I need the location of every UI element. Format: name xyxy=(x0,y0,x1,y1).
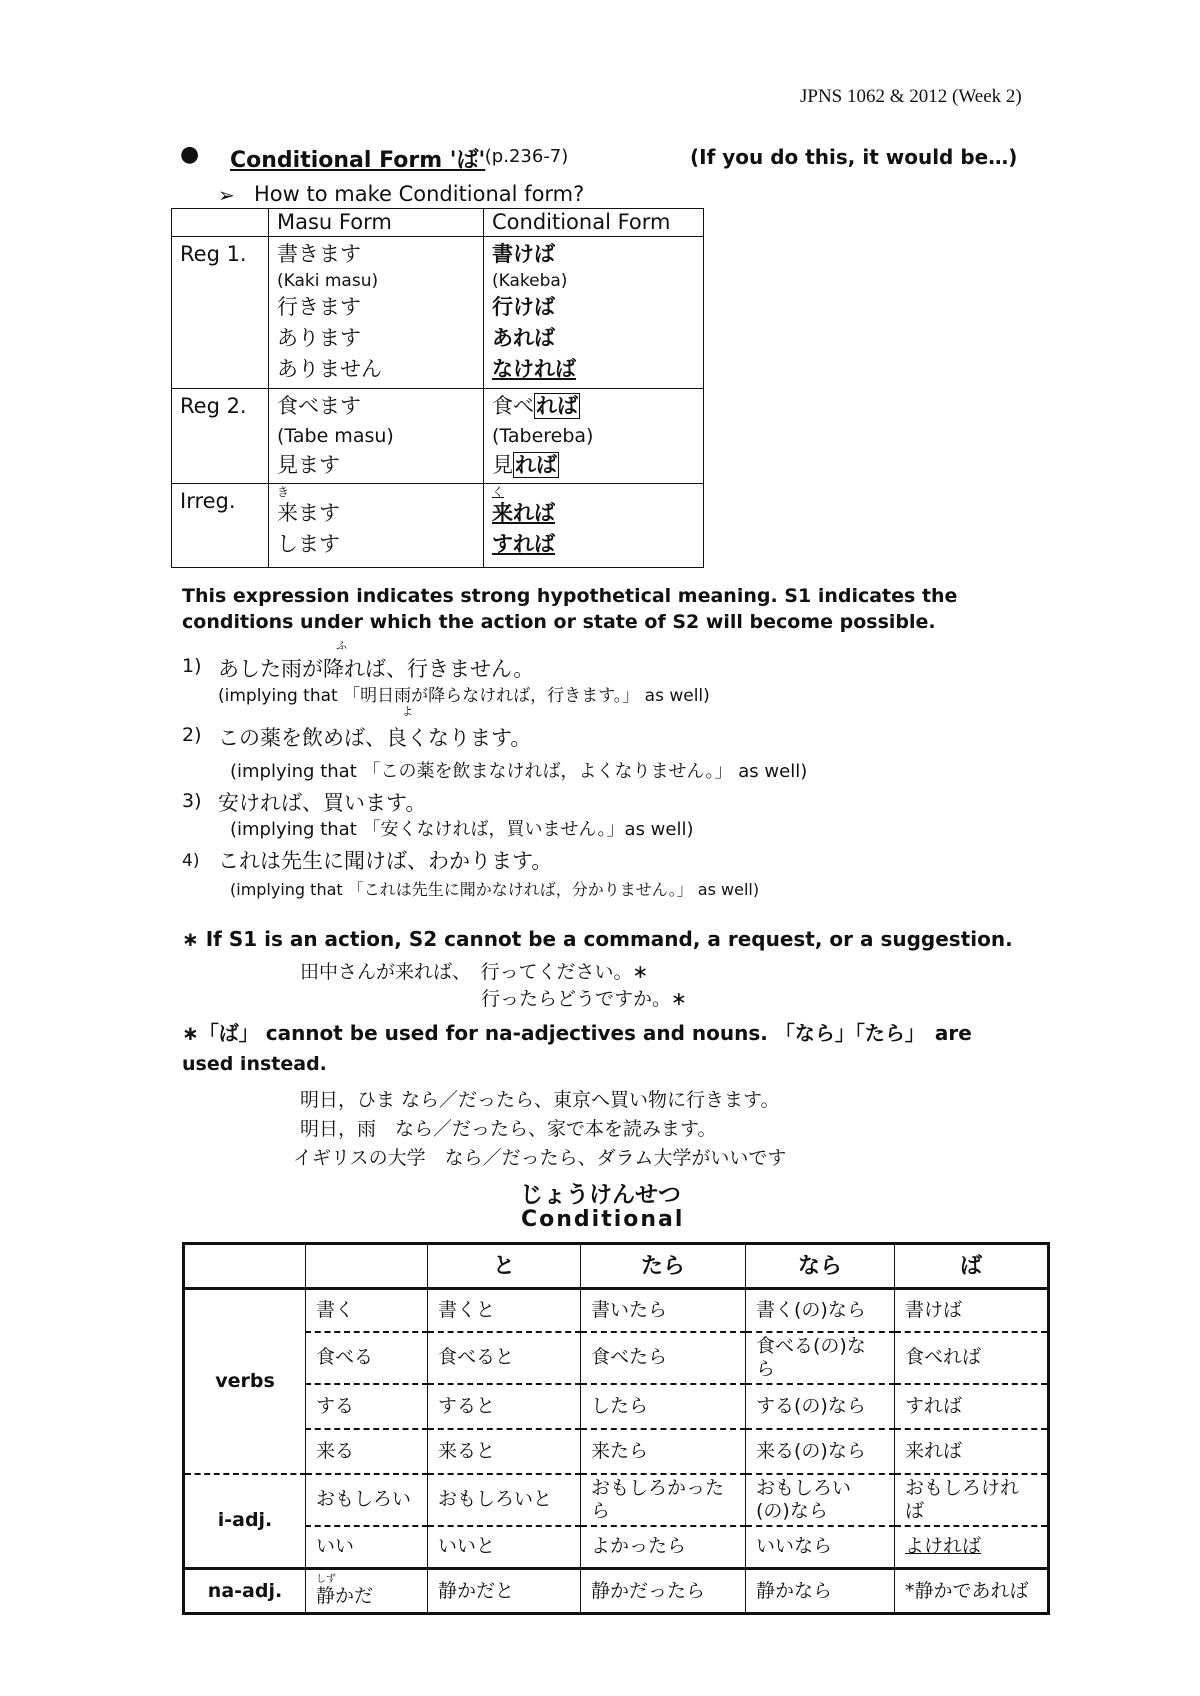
table2-header-ba: ば xyxy=(895,1244,1049,1289)
irreg-cond-cell xyxy=(484,484,704,568)
table1-header-masu: Masu Form xyxy=(269,209,484,237)
irreg-ruby-ku: く xyxy=(492,485,505,499)
table-cell: *静かであれば xyxy=(895,1569,1049,1614)
reg1-cond-4: なければ xyxy=(492,357,576,381)
table-cell: 食べたら xyxy=(581,1332,746,1384)
table2-header-dictionary xyxy=(306,1244,428,1289)
irreg-cond-0: 来れば xyxy=(492,501,555,525)
reg2-cond-a-stem: 食べ xyxy=(492,394,534,418)
example-4-sentence: これは先生に聞けば、わかります。 xyxy=(218,849,553,873)
table-cell: おもしろいと xyxy=(428,1474,581,1526)
reg1-cond-romaji: (Kakeba) xyxy=(492,271,568,291)
table-cell: 食べれば xyxy=(895,1332,1049,1384)
example-3-sentence: 安ければ、買います。 xyxy=(218,791,427,815)
table2-header-nara: なら xyxy=(746,1244,895,1289)
table-cell: おもしろかったら xyxy=(581,1474,746,1526)
table-cell: いい xyxy=(306,1526,428,1569)
reg1-cond-cell xyxy=(484,237,704,389)
reg1-cond-3: あれば xyxy=(492,326,555,350)
table-cell: おもしろければ xyxy=(895,1474,1049,1526)
table-cell: 書くと xyxy=(428,1289,581,1332)
reg2-masu-cell xyxy=(269,389,484,484)
irreg-ruby-ki: き xyxy=(277,485,290,499)
category-verbs: verbs xyxy=(184,1289,306,1474)
reg1-masu-cell xyxy=(269,237,484,389)
shizu-ruby: しず xyxy=(316,1573,336,1585)
reg2-cond-b-stem: 見 xyxy=(492,453,513,477)
rule-2-line-2: used instead. xyxy=(182,1053,327,1075)
reg1-cond-0: 書けば xyxy=(492,242,555,266)
table-cell: 書く(の)なら xyxy=(746,1289,895,1332)
example-2-sentence: この薬を飲めば、良くなります。 xyxy=(218,726,532,750)
example-1-number: 1) xyxy=(182,655,202,677)
example-3-number: 3) xyxy=(182,790,202,812)
table-cell: 書いたら xyxy=(581,1289,746,1332)
explanation-line-1: This expression indicates strong hypothetical meaning. S1 indicates the xyxy=(182,585,958,607)
reg1-masu-2: 行きます xyxy=(277,295,361,319)
table-cell: する xyxy=(306,1384,428,1429)
reg2-masu-0: 食べます xyxy=(277,394,361,418)
course-header: JPNS 1062 & 2012 (Week 2) xyxy=(800,86,1022,107)
reg2-masu-romaji: (Tabe masu) xyxy=(277,425,394,447)
reg1-masu-4: ありません xyxy=(277,357,382,381)
table-cell: 来る xyxy=(306,1429,428,1474)
reg2-cond-a-suffix: れば xyxy=(536,394,578,418)
table-cell: 書けば xyxy=(895,1289,1049,1332)
table-cell: おもしろい(の)なら xyxy=(746,1474,895,1526)
table-cell: すると xyxy=(428,1384,581,1429)
rule-1-example-2: 行ったらどうですか。∗ xyxy=(481,988,687,1010)
irreg-label: Irreg. xyxy=(172,484,269,568)
table-cell: 静かだと xyxy=(428,1569,581,1614)
table1-header-conditional: Conditional Form xyxy=(484,209,704,237)
rule-2-line-1: ∗「ば」 cannot be used for na-adjectives and nouns. 「なら」「たら」 are xyxy=(182,1021,972,1045)
table-cell: 食べる(の)なら xyxy=(746,1332,895,1384)
page-title: Conditional Form 'ば' xyxy=(230,148,486,173)
category-naadj: na-adj. xyxy=(184,1569,306,1614)
explanation-line-2: conditions under which the action or state of S2 will become possible. xyxy=(182,611,936,633)
conditional-comparison-table xyxy=(182,1242,1050,1615)
table-cell: すれば xyxy=(895,1384,1049,1429)
example-4-number: 4) xyxy=(182,851,200,871)
irreg-cond-1: すれば xyxy=(492,532,555,556)
table2-header-category xyxy=(184,1244,306,1289)
table-cell: 静かだったら xyxy=(581,1569,746,1614)
irreg-masu-1: します xyxy=(277,532,340,556)
table-cell: いいと xyxy=(428,1526,581,1569)
table-cell: 静かなら xyxy=(746,1569,895,1614)
table-cell: よかったら xyxy=(581,1526,746,1569)
rule-2-example-1: 明日，ひま なら／だったら、東京へ買い物に行きます。 xyxy=(300,1089,780,1111)
howto-heading: How to make Conditional form? xyxy=(254,182,585,206)
rule-1-example-1: 田中さんが来れば、 行ってください。∗ xyxy=(300,961,649,983)
category-iadj: i-adj. xyxy=(184,1474,306,1569)
title-gloss: (If you do this, it would be…) xyxy=(690,145,1018,169)
irreg-masu-0: 来ます xyxy=(277,501,340,525)
reg2-cond-cell xyxy=(484,389,704,484)
reg2-cond-b-suffix: れば xyxy=(515,453,557,477)
table-cell: したら xyxy=(581,1384,746,1429)
table-cell: いいなら xyxy=(746,1526,895,1569)
example-4-note: (implying that 「これは先生に聞かなければ，分かりません。」 as well) xyxy=(230,880,760,899)
example-1-sentence: あした雨が降れば、行きません。 xyxy=(218,657,535,681)
table-cell-text: 静かだ xyxy=(316,1584,374,1607)
table-cell: よければ xyxy=(895,1526,1049,1569)
table1-header-empty xyxy=(172,209,269,237)
example-2-note: (implying that 「この薬を飲まなければ，よくなりません。」 as well) xyxy=(230,761,808,782)
reg1-masu-3: あります xyxy=(277,326,361,350)
rule-1-text: ∗ If S1 is an action, S2 cannot be a command, a request, or a suggestion. xyxy=(182,927,1013,951)
reg2-masu-2: 見ます xyxy=(277,453,340,477)
reg1-cond-2: 行けば xyxy=(492,295,555,319)
table2-header-tara: たら xyxy=(581,1244,746,1289)
example-1-note: (implying that 「明日雨が降らなければ，行きます。」 as well) xyxy=(218,686,710,706)
table-cell: 食べる xyxy=(306,1332,428,1384)
title-bullet: ● xyxy=(180,142,200,167)
reg2-label: Reg 2. xyxy=(172,389,269,484)
example-2-ruby: よ xyxy=(402,705,413,718)
example-3-note: (implying that 「安くなければ，買いません。」as well) xyxy=(230,819,694,840)
page-reference: : (p.236-7) xyxy=(473,146,569,167)
table-cell: 来たら xyxy=(581,1429,746,1474)
table-cell: 食べると xyxy=(428,1332,581,1384)
table-cell: 来る(の)なら xyxy=(746,1429,895,1474)
rule-2-example-3: イギリスの大学 なら／だったら、ダラム大学がいいです xyxy=(293,1147,787,1169)
table2-title-jp: じょうけんせつ xyxy=(520,1182,681,1208)
table-cell: 書く xyxy=(306,1289,428,1332)
table2-header-to: と xyxy=(428,1244,581,1289)
masu-conditional-table xyxy=(171,208,704,568)
table-cell: おもしろい xyxy=(306,1474,428,1526)
example-1-ruby: ふ xyxy=(336,639,347,652)
reg1-masu-0: 書きます xyxy=(277,242,361,266)
arrow-icon: ➢ xyxy=(218,183,235,207)
rule-2-example-2: 明日，雨 なら／だったら、家で本を読みます。 xyxy=(300,1118,717,1140)
reg1-label: Reg 1. xyxy=(172,237,269,389)
table-cell: する(の)なら xyxy=(746,1384,895,1429)
reg1-masu-romaji: (Kaki masu) xyxy=(277,271,379,291)
irreg-masu-cell xyxy=(269,484,484,568)
table2-title-en: Conditional xyxy=(521,1207,685,1232)
table-cell xyxy=(306,1569,428,1614)
reg2-cond-romaji: (Tabereba) xyxy=(492,425,594,447)
table-cell: 来ると xyxy=(428,1429,581,1474)
table-cell: 来れば xyxy=(895,1429,1049,1474)
example-2-number: 2) xyxy=(182,724,202,746)
